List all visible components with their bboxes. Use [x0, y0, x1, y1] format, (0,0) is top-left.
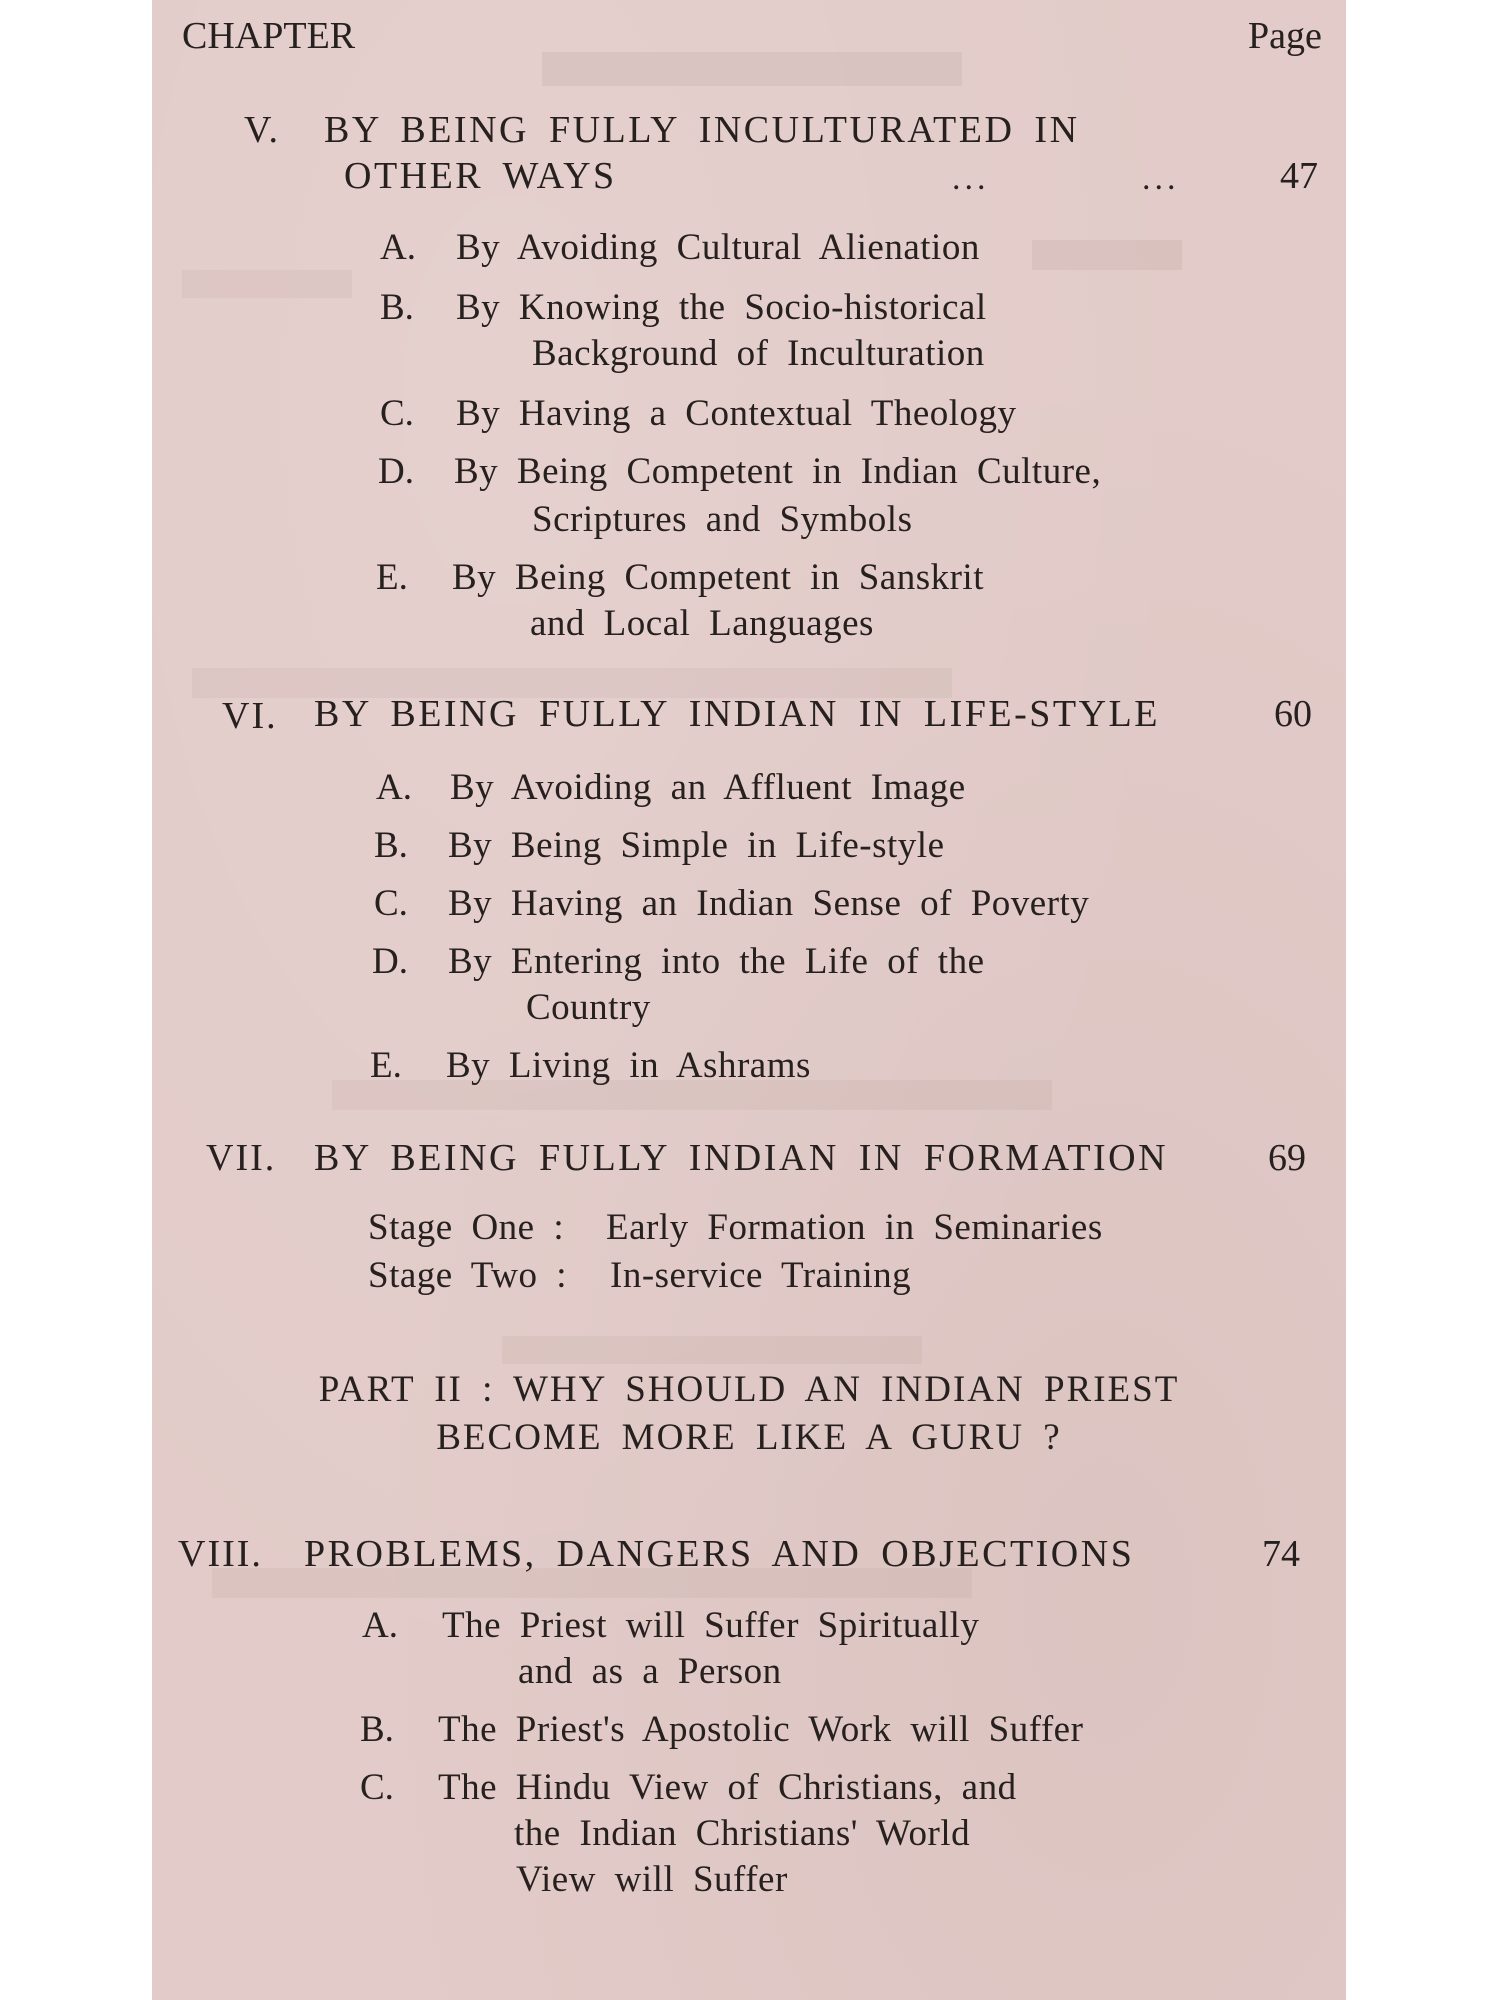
item-letter: E. [376, 557, 408, 598]
toc-item: The Priest's Apostolic Work will Suffer [438, 1709, 1084, 1750]
chapter-title-continued: OTHER WAYS [344, 155, 617, 197]
item-letter: C. [374, 883, 408, 924]
page-number: 69 [1268, 1137, 1306, 1179]
item-letter: B. [360, 1709, 394, 1750]
toc-item: By Entering into the Life of the [448, 941, 985, 982]
chapter-number: VII. [206, 1137, 277, 1179]
toc-item-continued: the Indian Christians' World [514, 1813, 971, 1854]
item-letter: D. [378, 451, 414, 492]
item-letter: A. [362, 1605, 398, 1646]
chapter-title: PROBLEMS, DANGERS AND OBJECTIONS [304, 1533, 1135, 1575]
chapter-number: V. [244, 109, 281, 151]
toc-item: The Priest will Suffer Spiritually [442, 1605, 980, 1646]
stage-label: Stage One : [368, 1207, 565, 1248]
stage-text: In-service Training [610, 1255, 912, 1296]
toc-item-continued: and as a Person [518, 1651, 782, 1692]
toc-item: By Having an Indian Sense of Poverty [448, 883, 1090, 924]
toc-item-continued: Background of Inculturation [532, 333, 985, 374]
dot-leader: ... [1142, 160, 1180, 197]
toc-item: By Having a Contextual Theology [456, 393, 1017, 434]
dot-leader: ... [952, 160, 990, 197]
chapter-column-header: CHAPTER [182, 15, 356, 57]
book-page [152, 0, 1346, 2000]
page-number: 47 [1280, 155, 1318, 197]
page-column-header: Page [1248, 15, 1322, 57]
stage-text: Early Formation in Seminaries [606, 1207, 1103, 1248]
toc-item: By Avoiding an Affluent Image [450, 767, 966, 808]
toc-item: By Being Competent in Indian Culture, [454, 451, 1102, 492]
toc-item-continued: and Local Languages [530, 603, 874, 644]
item-letter: B. [374, 825, 408, 866]
toc-item: By Being Competent in Sanskrit [452, 557, 984, 598]
item-letter: A. [376, 767, 412, 808]
chapter-title: BY BEING FULLY INCULTURATED IN [324, 109, 1080, 151]
page-number: 60 [1274, 693, 1312, 735]
chapter-title: BY BEING FULLY INDIAN IN LIFE-STYLE [314, 693, 1160, 735]
part-heading: PART II : WHY SHOULD AN INDIAN PRIEST [318, 1369, 1180, 1410]
toc-item-continued: View will Suffer [516, 1859, 788, 1900]
part-heading-continued: BECOME MORE LIKE A GURU ? [436, 1417, 1062, 1458]
stage-label: Stage Two : [368, 1255, 568, 1296]
item-letter: D. [372, 941, 408, 982]
toc-item: By Living in Ashrams [446, 1045, 811, 1086]
item-letter: C. [360, 1767, 394, 1808]
chapter-number: VIII. [178, 1533, 263, 1575]
item-letter: C. [380, 393, 414, 434]
toc-item: By Knowing the Socio-historical [456, 287, 987, 328]
toc-item: By Avoiding Cultural Alienation [456, 227, 980, 268]
toc-item: The Hindu View of Christians, and [438, 1767, 1017, 1808]
chapter-number: VI. [222, 695, 278, 737]
toc-item-continued: Country [526, 987, 651, 1028]
toc-item: By Being Simple in Life-style [448, 825, 945, 866]
toc-item-continued: Scriptures and Symbols [532, 499, 913, 540]
item-letter: A. [380, 227, 416, 268]
item-letter: B. [380, 287, 414, 328]
item-letter: E. [370, 1045, 402, 1086]
page-number: 74 [1262, 1533, 1300, 1575]
chapter-title: BY BEING FULLY INDIAN IN FORMATION [314, 1137, 1169, 1179]
